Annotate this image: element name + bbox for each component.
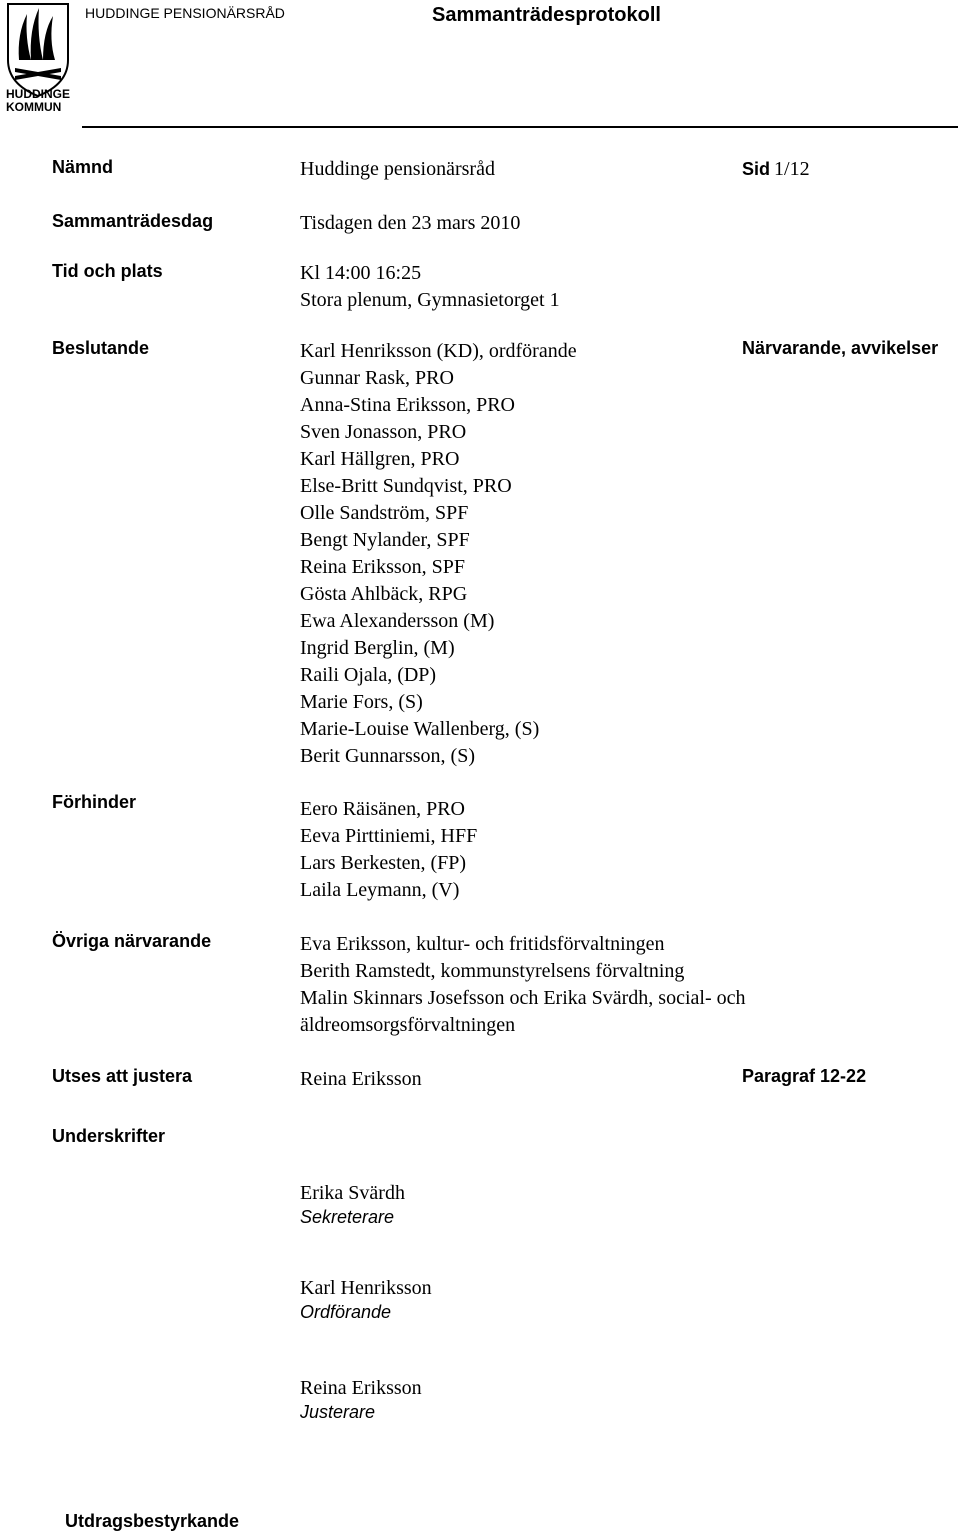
signatory-role: Justerare	[300, 1402, 376, 1422]
list-item: Berit Gunnarsson, (S)	[300, 745, 475, 767]
list-item: Gunnar Rask, PRO	[300, 367, 454, 389]
list-item: Marie-Louise Wallenberg, (S)	[300, 718, 540, 740]
header-divider	[82, 126, 958, 128]
list-item: Ingrid Berglin, (M)	[300, 637, 455, 659]
namnd-label: Nämnd	[52, 157, 114, 177]
time-value: Kl 14:00 16:25	[300, 262, 422, 284]
list-item: Malin Skinnars Josefsson och Erika Svärdh, social- och	[300, 987, 746, 1009]
forhinder-list	[300, 796, 477, 904]
signatory-name: Reina Eriksson	[300, 1377, 422, 1399]
page-number	[742, 156, 810, 184]
signatory-name: Erika Svärdh	[300, 1182, 405, 1204]
list-item: Else-Britt Sundqvist, PRO	[300, 475, 512, 497]
ovriga-label: Övriga närvarande	[52, 931, 212, 951]
list-item: Bengt Nylander, SPF	[300, 529, 470, 551]
list-item: Olle Sandström, SPF	[300, 502, 469, 524]
list-item: Sven Jonasson, PRO	[300, 421, 467, 443]
utdragsbestyrkande-label: Utdragsbestyrkande	[65, 1511, 240, 1531]
municipality-logo	[5, 2, 75, 114]
signatory-role: Ordförande	[300, 1302, 392, 1322]
list-item: Raili Ojala, (DP)	[300, 664, 437, 686]
list-item: Ewa Alexandersson (M)	[300, 610, 495, 632]
ovriga-list	[300, 931, 745, 1039]
list-item: Laila Leymann, (V)	[300, 879, 460, 901]
list-item: Eva Eriksson, kultur- och fritidsförvaltningen	[300, 933, 665, 955]
signatory-name: Karl Henriksson	[300, 1277, 432, 1299]
list-item: Marie Fors, (S)	[300, 691, 423, 713]
list-item: Karl Hällgren, PRO	[300, 448, 460, 470]
sid-label: Sid	[742, 159, 771, 179]
list-item: Lars Berkesten, (FP)	[300, 852, 467, 874]
time-place-label: Tid och plats	[52, 261, 163, 281]
underskrifter-label: Underskrifter	[52, 1126, 166, 1146]
list-item: Reina Eriksson, SPF	[300, 556, 466, 578]
document-title: Sammanträdesprotokoll	[432, 4, 661, 26]
list-item: Eero Räisänen, PRO	[300, 798, 465, 820]
list-item: Karl Henriksson (KD), ordförande	[300, 340, 577, 362]
list-item: Eeva Pirttiniemi, HFF	[300, 825, 478, 847]
beslutande-list	[300, 338, 577, 770]
list-item: Berith Ramstedt, kommunstyrelsens förvaltning	[300, 960, 685, 982]
beslutande-label: Beslutande	[52, 338, 150, 358]
paragraf-range: Paragraf 12-22	[742, 1066, 867, 1086]
forhinder-label: Förhinder	[52, 792, 136, 812]
namnd-value: Huddinge pensionärsråd	[300, 158, 495, 180]
justera-value: Reina Eriksson	[300, 1068, 422, 1090]
logo-text-line1: HUDDINGE	[6, 87, 71, 101]
date-value: Tisdagen den 23 mars 2010	[300, 212, 521, 234]
list-item: Gösta Ahlbäck, RPG	[300, 583, 468, 605]
sid-value: 1/12	[774, 158, 810, 180]
list-item: Anna-Stina Eriksson, PRO	[300, 394, 515, 416]
date-label: Sammanträdesdag	[52, 211, 214, 231]
place-value: Stora plenum, Gymnasietorget 1	[300, 289, 560, 311]
list-item: äldreomsorgsförvaltningen	[300, 1014, 516, 1036]
justera-label: Utses att justera	[52, 1066, 193, 1086]
signatory-role: Sekreterare	[300, 1207, 395, 1227]
org-name: HUDDINGE PENSIONÄRSRÅD	[85, 5, 285, 21]
huddinge-coat-of-arms-icon	[5, 2, 75, 114]
attendance-deviations-heading: Närvarande, avvikelser	[742, 338, 939, 358]
logo-text-line2: KOMMUN	[6, 100, 62, 114]
